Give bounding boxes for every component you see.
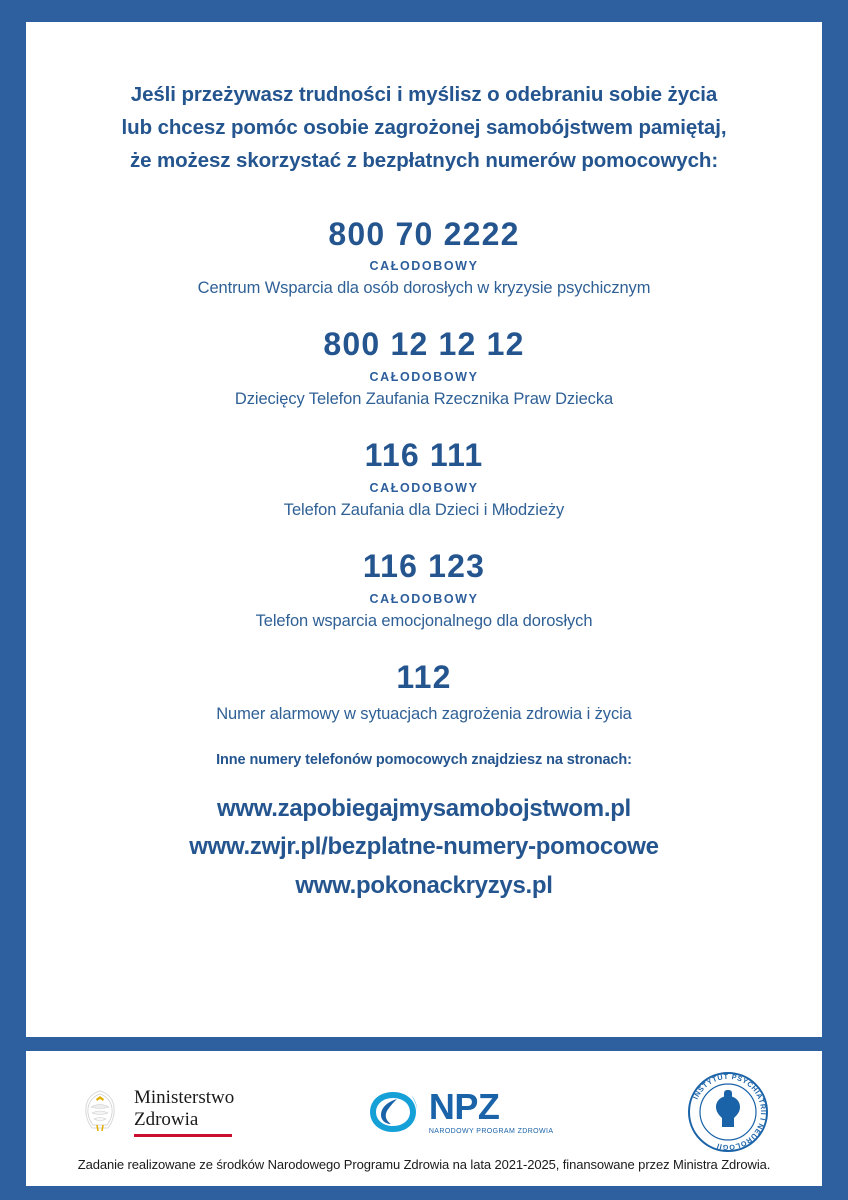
helpline-number[interactable]: 116 123 bbox=[362, 548, 486, 584]
helpline-description: Telefon wsparcia emocjonalnego dla dorosłych bbox=[255, 611, 593, 630]
resource-link[interactable]: www.zwjr.pl/bezplatne-numery-pomocowe bbox=[189, 833, 659, 861]
ministry-line-2: Zdrowia bbox=[134, 1108, 199, 1130]
footer-bar bbox=[26, 1051, 822, 1186]
helpline-description: Telefon Zaufania dla Dzieci i Młodzieży bbox=[283, 501, 565, 519]
helpline-description: Centrum Wsparcia dla osób dorosłych w kryzysie psychicznym bbox=[197, 279, 651, 298]
npz-logo bbox=[367, 1086, 554, 1135]
helpline-list bbox=[86, 216, 762, 724]
helpline-availability-badge: CAŁODOBOWY bbox=[369, 591, 479, 606]
ipin-circular-text: INSTYTUT PSYCHIATRII I NEUROLOGII bbox=[690, 1071, 769, 1153]
helpline-number[interactable]: 116 111 bbox=[364, 437, 484, 474]
funding-note: Zadanie realizowane ze środków Narodowego Programu Zdrowia na lata 2021-2025, finansowane przez Ministra Zdrowia. bbox=[77, 1157, 771, 1172]
page-title: Jeśli przeżywasz trudności i myślisz o odebraniu sobie życia lub chcesz pomóc osobie zagrożonej samobójstwem pamiętaj, że możesz skorzystać z bezpłatnych numerów pomocowych: bbox=[121, 83, 727, 173]
polish-eagle-icon bbox=[78, 1087, 122, 1137]
npz-swirl-icon bbox=[367, 1089, 419, 1135]
ministry-red-rule bbox=[134, 1134, 232, 1137]
helpline-availability-badge: CAŁODOBOWY bbox=[369, 259, 479, 274]
npz-wordmark bbox=[428, 1086, 554, 1135]
helpline-number[interactable]: 112 bbox=[396, 658, 452, 695]
ministry-name bbox=[134, 1087, 234, 1137]
npz-acronym: NPZ bbox=[428, 1086, 500, 1127]
npz-full-name: NARODOWY PROGRAM ZDROWIA bbox=[428, 1128, 554, 1135]
helpline-description: Numer alarmowy w sytuacjach zagrożenia zdrowia i życia bbox=[216, 704, 632, 723]
helpline-number[interactable]: 800 70 2222 bbox=[328, 215, 520, 252]
list-item bbox=[86, 216, 762, 299]
resource-link[interactable]: www.pokonackryzys.pl bbox=[295, 872, 553, 900]
resource-link[interactable]: www.zapobiegajmysamobojstwom.pl bbox=[217, 794, 631, 822]
helpline-number[interactable]: 800 12 12 12 bbox=[323, 326, 525, 363]
resource-links bbox=[86, 790, 762, 907]
ministry-of-health-logo bbox=[78, 1087, 234, 1137]
logo-row bbox=[56, 1065, 792, 1157]
helpline-availability-badge: CAŁODOBOWY bbox=[369, 481, 479, 495]
list-item bbox=[86, 548, 762, 631]
helpline-availability-badge: CAŁODOBOWY bbox=[369, 370, 479, 385]
ipin-logo bbox=[686, 1070, 770, 1154]
list-item bbox=[86, 659, 762, 724]
helpline-description: Dziecięcy Telefon Zaufania Rzecznika Praw Dziecka bbox=[234, 390, 614, 409]
list-item bbox=[86, 326, 762, 409]
list-item bbox=[86, 437, 762, 520]
ministry-line-1: Ministerstwo bbox=[134, 1086, 235, 1108]
main-card bbox=[26, 22, 822, 1037]
links-intro-text: Inne numery telefonów pomocowych znajdziesz na stronach: bbox=[216, 751, 632, 768]
